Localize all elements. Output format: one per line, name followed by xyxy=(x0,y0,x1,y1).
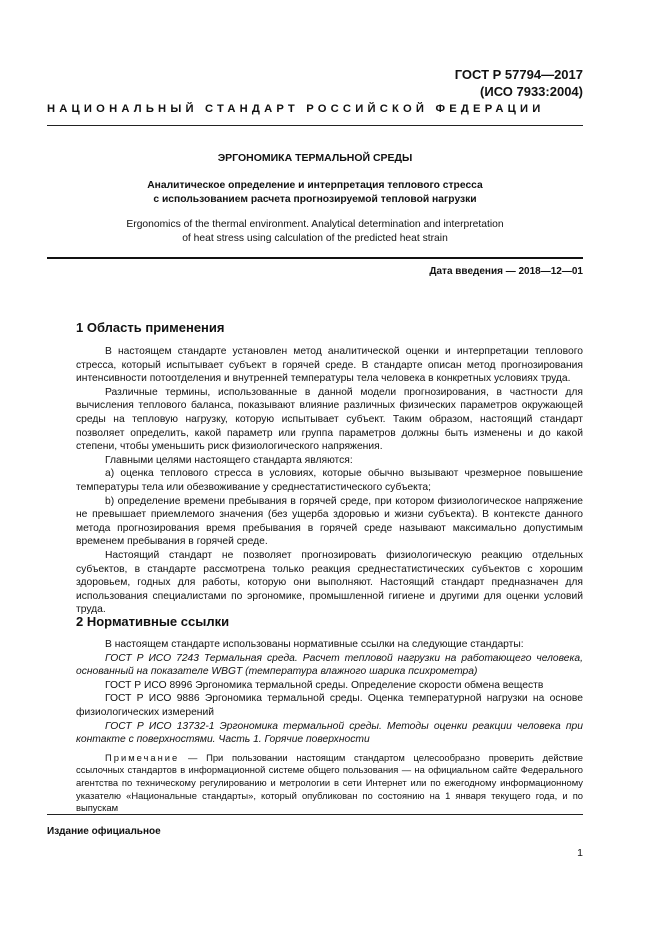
national-standard-heading: НАЦИОНАЛЬНЫЙ СТАНДАРТ РОССИЙСКОЙ ФЕДЕРАЦИИ xyxy=(47,103,545,115)
standard-number: ГОСТ Р 57794—2017 xyxy=(454,67,583,82)
title-rule xyxy=(47,257,583,259)
subtitle-line-2: с использованием расчета прогнозируемой тепловой нагрузки xyxy=(153,194,477,205)
reference-item: ГОСТ Р ИСО 13732-1 Эргономика термальной среды. Методы оценки реакции человека при контакте с поверхностями. Часть 1. Горячие поверхности xyxy=(76,720,583,746)
note-label: Примечание xyxy=(105,751,180,763)
english-title xyxy=(47,218,583,246)
note-text: — При пользовании настоящим стандартом целесообразно проверить действие ссылочных стандартов в информационной системе общего пользования — на официальном сайте Федерального агентства по техническому регулированию и метрологии в сети Интернет или по ежегодному информационному указателю «Национальные стандарты», который опубликован по состоянию на 1 января текущего года, и по выпускам xyxy=(76,751,583,814)
paragraph: Главными целями настоящего стандарта являются: xyxy=(105,454,353,466)
paragraph: Различные термины, использованные в данной модели прогнозирования, в частности для вычисления теплового баланса, показывают влияние различных физических параметров окружающей среды на тепловую нагрузку, которую испытывает субъект. Таким образом, настоящий стандарт позволяет определить, какой параметр или группа параметров должны быть изменены и до какой степени, чтобы уменьшить риск физиологического напряжения. xyxy=(76,386,583,453)
introduction-date: Дата введения — 2018—12—01 xyxy=(429,266,583,277)
paragraph: Настоящий стандарт не позволяет прогнозировать физиологическую реакцию отдельных субъектов, в стандарте рассмотрена только реакция среднестатистических субъектов с хорошим здоровьем, годных для работы, которую они выполняют. Настоящий стандарт предназначен для использования специалистами по эргономике, промышленной гигиене и другими для оценки условий труда. xyxy=(76,549,583,616)
page-number: 1 xyxy=(577,847,583,859)
section-2-heading: 2 Нормативные ссылки xyxy=(76,614,230,629)
standard-designation xyxy=(455,66,583,100)
english-title-line-2: of heat stress using calculation of the predicted heat strain xyxy=(182,233,448,244)
section-2-body xyxy=(76,638,583,815)
edition-label: Издание официальное xyxy=(47,826,161,837)
reference-item: ГОСТ Р ИСО 8996 Эргономика термальной среды. Определение скорости обмена веществ xyxy=(105,679,544,691)
document-title: ЭРГОНОМИКА ТЕРМАЛЬНОЙ СРЕДЫ xyxy=(217,152,413,164)
subtitle-line-1: Аналитическое определение и интерпретация теплового стресса xyxy=(147,180,483,191)
paragraph: В настоящем стандарте установлен метод аналитической оценки и интерпретации теплового стресса, который испытывает субъект в горячей среде. В стандарте описан метод прогнозирования интенсивности потоотделения и внутренней температуры тела человека в конкретных условиях труда. xyxy=(76,346,583,385)
list-item: а) оценка теплового стресса в условиях, которые обычно вызывают чрезмерное повышение температуры тела или обезвоживание у среднестатистического субъекта; xyxy=(76,468,583,493)
reference-item: ГОСТ Р ИСО 7243 Термальная среда. Расчет тепловой нагрузки на работающего человека, основанный на показателе WBGT (температура влажного шарика психрометра) xyxy=(76,652,583,678)
section-1-body xyxy=(76,345,583,617)
note xyxy=(76,752,583,815)
reference-item: ГОСТ Р ИСО 9886 Эргономика термальной среды. Оценка температурной нагрузки на основе физиологических измерений xyxy=(76,693,583,718)
iso-number: (ИСО 7933:2004) xyxy=(480,84,583,99)
english-title-line-1: Ergonomics of the thermal environment. Analytical determination and interpretation xyxy=(126,219,504,230)
paragraph: В настоящем стандарте использованы нормативные ссылки на следующие стандарты: xyxy=(105,639,524,650)
document-subtitle xyxy=(47,179,583,207)
section-1-heading: 1 Область применения xyxy=(76,320,225,335)
footer-rule xyxy=(47,814,583,815)
header-rule xyxy=(47,125,583,126)
list-item: b) определение времени пребывания в горячей среде, при котором физиологическое напряжение не превышает приемлемого значения (без ущерба здоровью и жизни субъекта). В контексте данного метода прогнозирования время пребывания в горячей среде называют максимально допустимым временем пребывания в горячей среде. xyxy=(76,495,583,548)
